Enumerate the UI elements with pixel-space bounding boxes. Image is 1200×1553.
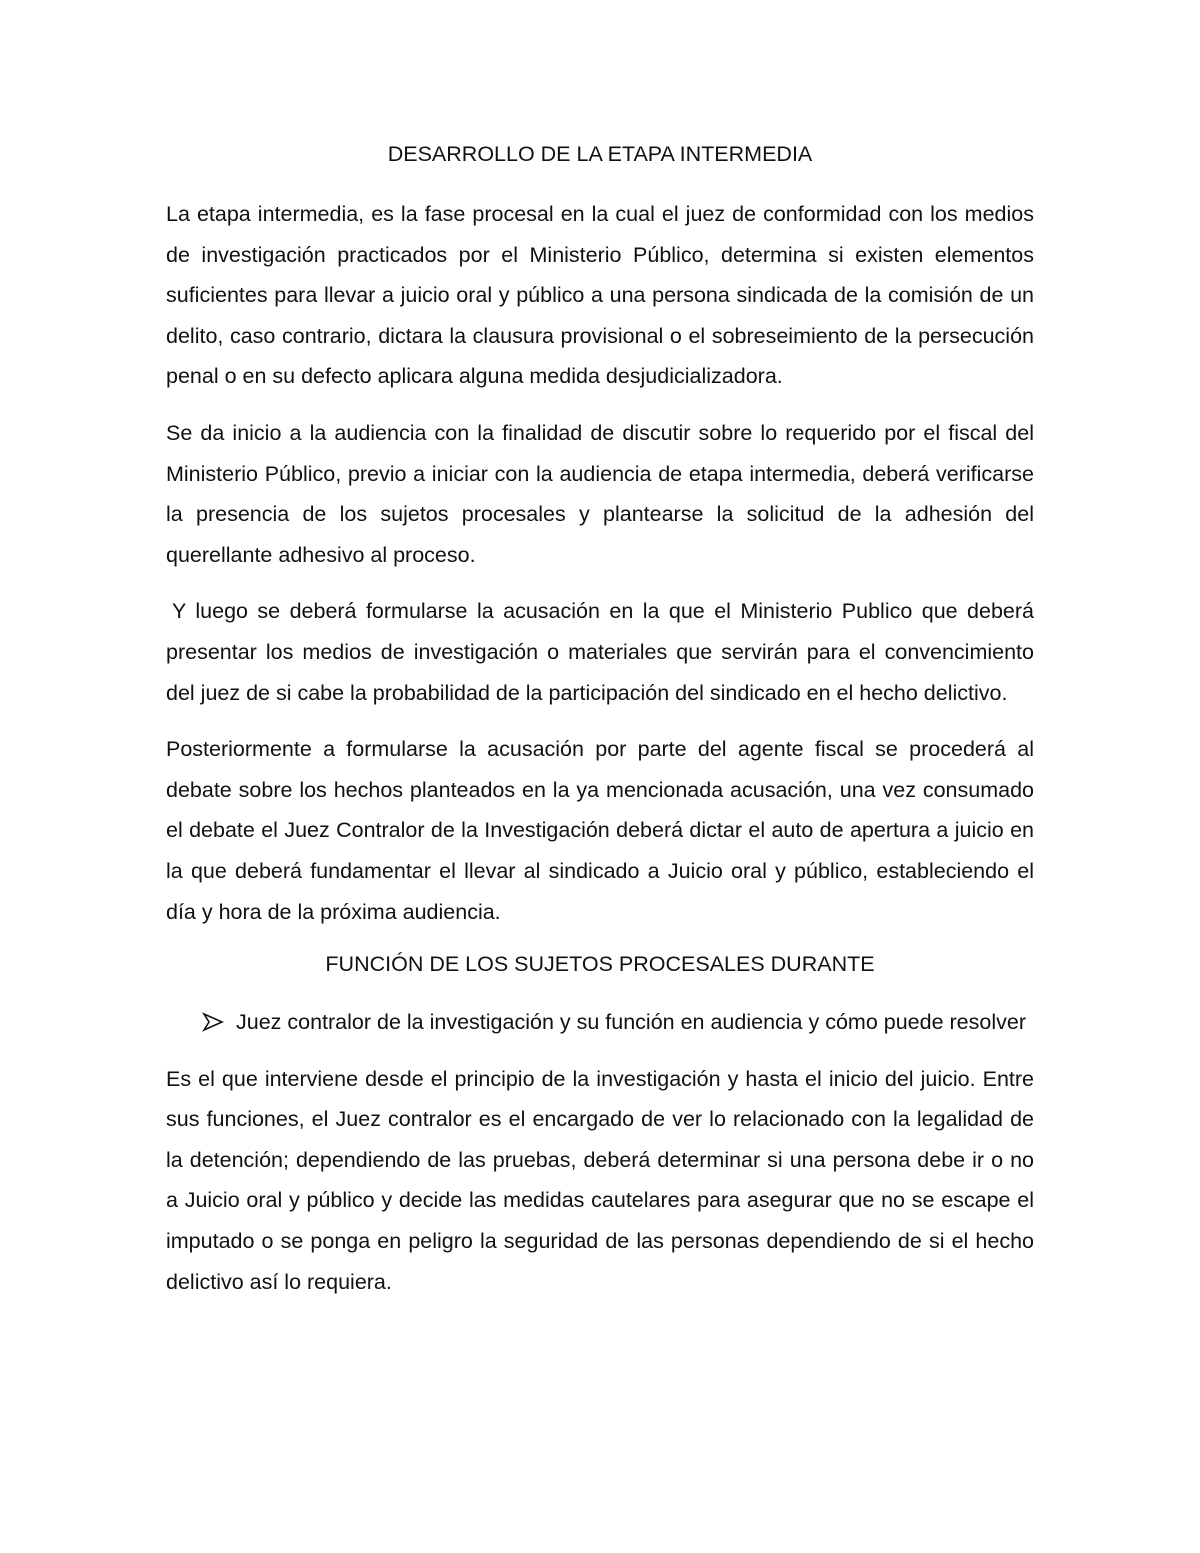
section-heading-etapa-intermedia: DESARROLLO DE LA ETAPA INTERMEDIA — [387, 142, 813, 166]
arrowhead-bullet-icon — [202, 1011, 224, 1033]
paragraph-acusacion: Y luego se deberá formularse la acusación en la que el Ministerio Publico que deberá presentar los medios de investigación o materiales que servirán para el convencimiento del juez de si cabe la probabilidad de la participación del sindicado en el hecho delictivo. — [166, 599, 1034, 705]
paragraph-inicio-audiencia: Se da inicio a la audiencia con la finalidad de discutir sobre lo requerido por el fiscal del Ministerio Público, previo a iniciar con la audiencia de etapa intermedia, deberá verificarse la presencia de los sujetos procesales y plantearse la solicitud de la adhesión del querellante adhesivo al proceso. — [166, 420, 1034, 567]
bullet-item-juez-contralor — [166, 1002, 1034, 1043]
document-body — [166, 138, 1034, 1318]
paragraph-debate: Posteriormente a formularse la acusación por parte del agente fiscal se procederá al debate sobre los hechos planteados en la ya mencionada acusación, una vez consumado el debate el Juez Contralor de la Investigación deberá dictar el auto de apertura a juicio en la que deberá fundamentar el llevar al sindicado a Juicio oral y público, estableciendo el día y hora de la próxima audiencia. — [166, 737, 1034, 924]
paragraph-juez-contralor: Es el que interviene desde el principio de la investigación y hasta el inicio del juicio. Entre sus funciones, el Juez contralor es el encargado de ver lo relacionado con la legalidad de la detención; dependiendo de las pruebas, deberá determinar si una persona debe ir o no a Juicio oral y público y decide las medidas cautelares para asegurar que no se escape el imputado o se ponga en peligro la seguridad de las personas dependiendo de si el hecho delictivo así lo requiera. — [166, 1066, 1034, 1294]
paragraph-definition: La etapa intermedia, es la fase procesal en la cual el juez de conformidad con los medios de investigación practicados por el Ministerio Público, determina si existen elementos suficientes para llevar a juicio oral y público a una persona sindicada de la comisión de un delito, caso contrario, dictara la clausura provisional o el sobreseimiento de la persecución penal o en su defecto aplicara alguna medida desjudicializadora. — [166, 202, 1034, 389]
section-heading-sujetos-procesales: FUNCIÓN DE LOS SUJETOS PROCESALES DURANTE — [325, 952, 875, 977]
bullet-item-label: Juez contralor de la investigación y su función en audiencia y cómo puede resolver — [236, 1010, 1026, 1035]
